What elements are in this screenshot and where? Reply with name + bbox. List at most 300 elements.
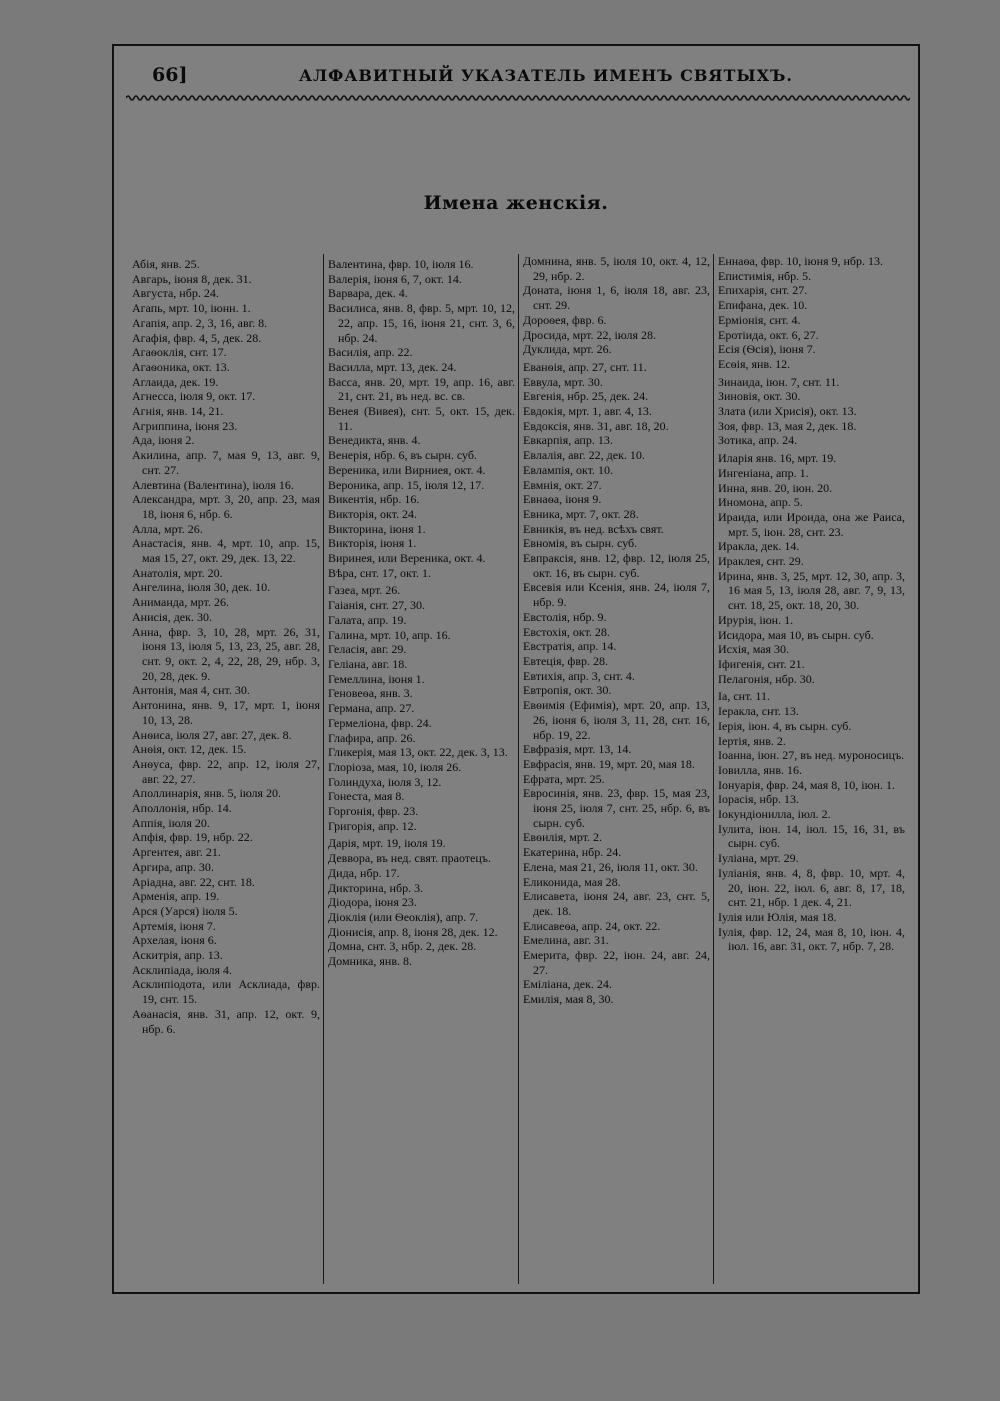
feast-dates: фвр. 22, іюн. 24, авг. 24, 27. [533,948,710,977]
feast-dates: нбр. 14. [189,801,232,816]
saint-name: Венея [328,404,359,419]
index-entry [132,433,320,448]
index-entry [523,522,710,537]
saint-name: Агаѳоника, [132,359,190,374]
saint-name: Агапь, [132,301,166,316]
index-entry [718,748,905,763]
feast-dates: снт. 17. [186,345,227,360]
index-column-4 [713,254,908,1284]
index-entry [132,272,320,287]
feast-dates: іюня 1, 6, іюля 18, авг. 23, снт. 29. [533,283,710,313]
saint-name: Глоріоза, [328,759,375,774]
index-entry [328,522,515,537]
saint-name: Евнаѳа, [523,492,563,507]
feast-dates: янв. 4, 8, фвр. 10, мрт. 4, 20, іюн. 22, іюл. 6, авг. 8, 17, 18, снт. 21, нбр. 1 дек. 4, 21. [728,865,905,910]
feast-dates: снт. 4. [766,312,801,327]
feast-dates: фвр. 4, 5, дек. 28. [170,330,262,345]
saint-name: Зинаида, [718,374,764,389]
feast-dates: апр. 24, окт. 22. [578,918,661,933]
saint-name: Епифана, [718,298,767,313]
feast-dates: нбр. 13. [756,792,800,807]
feast-dates: дек. 24. [570,977,612,992]
index-entry [328,819,515,834]
saint-name: Григорія, [328,818,376,833]
index-entry [328,866,515,881]
feast-dates: мрт. 13, дек. 24. [373,359,457,374]
index-entry [328,745,515,760]
index-entry [132,478,320,493]
saint-name: Евтеція, [523,653,565,668]
saint-name: Алевтина [132,477,181,492]
saint-name: Ираклея, [718,554,764,569]
feast-dates: янв. 3. [377,686,413,701]
feast-dates: янв. 16. [760,762,802,777]
index-entry [328,478,515,493]
index-entry [132,492,320,521]
feast-dates: іюня 6. [177,933,217,948]
saint-name: Галина, [328,627,368,642]
index-entry [328,939,515,954]
index-entry [132,977,320,1006]
index-entry [523,992,710,1007]
index-entry [523,313,710,328]
feast-dates: (Вивея), снт. 5, окт. 15, дек. 11. [338,404,515,433]
feast-dates: фвр. 28. [564,653,608,668]
saint-name: Злата [718,404,746,419]
feast-dates: мрт. 13, 14. [571,742,632,757]
feast-dates: фвр. 23. [374,804,419,819]
feast-dates: окт. 10. [573,462,614,477]
feast-dates: нбр. 6, въ сырн. суб. [370,448,477,463]
feast-dates: дек. 30. [170,609,212,624]
index-entry [523,875,710,890]
index-entry [718,466,905,481]
index-entry [523,375,710,390]
saint-name: Ерміонія, [718,312,767,327]
saint-name: Еликонида, [523,874,582,889]
feast-dates: окт. 30. [571,683,612,698]
feast-dates: мая 8. [370,789,405,804]
index-entry [718,866,905,910]
index-column-2 [323,254,518,1284]
saint-name: Агнія, [132,404,164,419]
saint-name: Антонина, [132,698,186,713]
feast-dates: мрт. 30. [561,374,603,389]
index-entry [328,507,515,522]
feast-dates: мрт. 20. [180,565,223,580]
saint-name: Инна, [718,480,748,495]
saint-name: Авгарь, [132,271,172,286]
saint-name: Вероника, [328,477,381,492]
feast-dates: іюня 8, дек. 31. [171,271,252,286]
saint-name: Евдоксія, [523,418,571,433]
index-entry [718,704,905,719]
saint-name: Агапія, [132,315,170,330]
saint-name: Валерія, [328,271,371,286]
index-entry [328,583,515,598]
index-entry [328,836,515,851]
feast-dates: въ нед. свят. праотецъ. [373,851,491,866]
index-entry [523,919,710,934]
saint-name: Евтропія, [523,683,572,698]
saint-name: Зиновія, [718,389,761,404]
saint-name: Варвара, [328,286,373,301]
feast-dates: іюня 23. [192,418,238,433]
saint-name: Васса, [328,374,361,389]
saint-name: Аѳанасія, [132,1006,181,1021]
feast-dates: янв. 20, мрт. 19, апр. 16, авг. 21, снт. 21, въ нед. вс. св. [338,374,515,404]
feast-dates: янв. 14, 21. [163,404,224,419]
feast-dates: нбр. 16. [376,492,420,507]
feast-dates: апр. 7, мая 9, 13, авг. 9, снт. 27. [142,448,320,477]
feast-dates: дек. 19. [177,374,219,389]
index-entry [132,286,320,301]
saint-name: Ангелина, [132,580,185,595]
feast-dates: нбр. 17. [357,865,400,880]
feast-dates: янв. 19, мрт. 20, мая 18. [572,756,695,771]
saint-name: Іфигенія, [718,656,765,671]
index-entry [718,269,905,284]
feast-dates: іюля 20. [165,815,210,830]
index-entry [328,881,515,896]
index-entry [328,672,515,687]
index-entry [328,686,515,701]
saint-name: Аріадна, [132,874,177,889]
index-entry [328,536,515,551]
saint-name: Викторія, [328,536,378,551]
saint-name: Викторина, [328,521,387,536]
saint-name: Иракла, [718,539,759,554]
index-entry [718,910,905,925]
index-entry [132,816,320,831]
index-entry [328,272,515,287]
index-entry [328,492,515,507]
feast-dates: дек. 10. [766,298,808,313]
index-entry [132,331,320,346]
index-entry [328,257,515,272]
index-entry [132,301,320,316]
feast-dates: снт. 21. [764,656,805,671]
index-entry [328,642,515,657]
feast-dates: янв. 9, 17, мрт. 1, іюня 10, 13, 28. [142,698,320,727]
feast-dates: нбр. 5. [774,268,812,283]
feast-dates: окт. 30. [760,389,801,404]
saint-name: Елисавета, [523,889,579,904]
feast-dates: дек. 14. [758,539,800,554]
feast-dates: мрт. 19, іюля 19. [359,836,446,851]
feast-dates: іюн. 7, снт. 11. [763,374,840,389]
feast-dates: іюня 6, 7, окт. 14. [370,271,462,286]
saint-name: Анисія, [132,609,171,624]
index-entry [328,657,515,672]
index-entry [523,757,710,772]
saint-name: Іерія, [718,718,746,733]
saint-name: Пелагонія, [718,671,773,686]
feast-dates: (или Хрисія), окт. 13. [745,404,857,419]
index-entry [523,551,710,580]
feast-dates: янв. 8, фвр. 5, мрт. 10, 12, 22, апр. 15, 16, іюня 21, снт. 3, 6, нбр. 24. [338,301,515,345]
saint-name: Елисавеѳа, [523,918,579,933]
page-header [114,64,918,94]
saint-name: Евкарпія, [523,433,572,448]
index-entry [132,698,320,727]
feast-dates: апр. 19. [177,889,220,904]
index-entry [523,328,710,343]
feast-dates: янв. 25. [158,257,200,271]
saint-name: Аполлинарія, [132,786,201,801]
index-entry [328,628,515,643]
feast-dates: янв. 20, іюн. 20. [747,480,833,495]
index-entry [718,481,905,496]
index-entry [523,845,710,860]
index-entry [718,689,905,704]
feast-dates: или Асклиада, фвр. 19, снт. 15. [142,977,320,1007]
feast-dates: апр. 13. [181,948,223,963]
saint-name: Геласія, [328,642,368,657]
feast-dates: мрт. 25. [562,771,605,786]
index-entry [328,789,515,804]
feast-dates: апр. 27. [372,701,415,716]
saint-name: Викторія, [328,506,378,521]
index-entry [132,522,320,537]
index-entry [328,804,515,819]
saint-name: Иларія [718,451,753,466]
index-entry [328,404,515,433]
saint-name: Еротіида, [718,327,767,342]
index-entry [132,742,320,757]
index-entry [718,672,905,687]
index-entry [523,448,710,463]
index-entry [132,419,320,434]
saint-name: Емелина, [523,933,571,948]
index-entry [718,510,905,539]
saint-name: Дороѳея, [523,312,570,327]
feast-dates: апр. 1. [773,465,809,480]
saint-name: Евлалія, [523,448,566,463]
feast-dates: іюня 7. [176,918,216,933]
saint-name: Емерита, [523,948,570,963]
feast-dates: мрт. 10, іюнн. 1. [165,301,251,316]
feast-dates: авг. 21. [182,845,221,860]
feast-dates: апр. 27, снт. 11. [565,359,647,374]
index-entry [132,830,320,845]
feast-dates: снт. 17, окт. 1. [356,565,431,580]
feast-dates: авг. 31. [570,933,609,948]
feast-dates: мая 8, 30. [562,992,614,1007]
index-entry [328,551,515,566]
saint-name: Евникія, [523,521,567,536]
feast-dates: апр. 22. [370,345,413,360]
feast-dates: (Ѳсія), іюня 7. [739,342,816,357]
saint-name: Евгенія, [523,389,565,404]
saint-name: Ирурія, [718,612,757,627]
saint-name: Артемія, [132,918,177,933]
index-entry [523,342,710,357]
saint-name: Агаѳоклія, [132,345,187,360]
feast-dates: мая 10, въ сырн. суб. [764,627,874,642]
index-entry [132,801,320,816]
feast-dates: окт. 24. [377,506,418,521]
saint-name: Евника, [523,506,563,521]
feast-dates: нбр. 24. [578,845,622,860]
index-entry [523,654,710,669]
saint-name: Гаіанія, [328,598,367,613]
saint-name: Іонуарія, [718,777,764,792]
saint-name: Арся [132,903,158,918]
feast-dates: янв. 31, авг. 18, 20. [570,418,669,433]
index-entry [523,933,710,948]
index-entry [718,389,905,404]
saint-name: Галата, [328,612,365,627]
feast-dates: апр. 12. [375,818,417,833]
saint-name: Діонисія, [328,924,376,939]
feast-dates: янв. 5, іюля 20. [200,786,282,801]
saint-name: Анатолія, [132,565,181,580]
saint-name: Іовилла, [718,762,761,777]
feast-dates: апр. 3, снт. 4. [565,668,635,683]
feast-dates: апр. 30. [172,859,214,874]
running-title: АЛФАВИТНЫЙ УКАЗАТЕЛЬ ИМЕНЪ СВЯТЫХЪ. [299,66,793,85]
index-entry [523,254,710,283]
feast-dates: фвр. 3, 10, 28, мрт. 26, 31, іюня 13, іюля 5, 13, 23, 25, авг. 28, снт. 9, окт. 2, 4, 22, 28, 29, нбр. 3, 20, 28, дек. 9. [142,624,320,683]
feast-dates: іюня 23. [371,895,417,910]
index-column-1 [128,254,323,1284]
feast-dates: мрт. 10, апр. 16. [367,627,451,642]
feast-dates: нбр. 30. [772,671,815,686]
saint-name: Евлампія, [523,462,574,477]
saint-name: Викентія, [328,492,377,507]
index-entry [718,375,905,390]
index-entry [328,895,515,910]
index-entry [718,328,905,343]
index-entry [523,463,710,478]
feast-dates: мрт. 3, 20, апр. 23, мая 18, іюня 6, нбр. 6. [142,492,320,521]
index-entry [523,669,710,684]
index-entry [328,598,515,613]
saint-name: Аргентея, [132,845,183,860]
feast-dates: или Вирниея, окт. 4. [379,462,486,477]
saint-name: Еміліана, [523,977,571,992]
saint-name: Гемеллина, [328,671,386,686]
saint-name: Ингеніана, [718,465,774,480]
feast-dates: апр. 2, 3, 16, авг. 8. [169,315,268,330]
saint-name: Аргира, [132,859,173,874]
saint-name: Исхія, [718,642,750,657]
saint-name: Іа, [718,689,731,704]
feast-dates: снт. 13. [758,704,799,719]
feast-dates: фвр. 12, 24, мая 8, 10, іюн. 4, іюл. 16, авг. 31, окт. 7, нбр. 7, 28. [728,924,905,954]
saint-name: Голиндуха, [328,774,385,789]
saint-name: Домнина, [523,254,573,268]
index-entry [718,298,905,313]
index-entry [523,404,710,419]
feast-dates: мрт. 26. [187,595,229,610]
index-entry [718,807,905,822]
feast-dates: мрт. 1, авг. 4, 13. [565,404,652,419]
saint-name: Вѣра, [328,565,357,580]
feast-dates: фвр. 24, мая 8, 10, іюн. 1. [763,777,895,792]
index-entry [132,580,320,595]
section-title: Имена женскія. [423,192,609,214]
feast-dates: авг. 22, снт. 18. [176,874,255,889]
saint-name: Евномія, [523,536,568,551]
saint-name: Евстолія, [523,609,571,624]
feast-dates: нбр. 24. [176,286,219,301]
saint-name: Доната, [523,283,563,298]
index-entry [132,625,320,684]
feast-dates: апр. 15, іюля 12, 17. [380,477,485,492]
index-entry [523,786,710,830]
index-entry [718,734,905,749]
index-entry [132,257,320,272]
feast-dates: апр. 14. [574,639,617,654]
saint-name: Акилина, [132,448,181,463]
feast-dates: мая 28. [581,874,621,889]
saint-name: Ираида, [718,509,759,524]
saint-name: Гермеліона, [328,715,389,730]
index-entry [718,283,905,298]
feast-dates: или Юлія, мая 18. [742,909,837,924]
feast-dates: фвр. 6. [569,312,607,327]
saint-name: Дросида, [523,327,570,342]
saint-name: Абія, [132,257,159,271]
feast-dates: окт. 13. [189,359,230,374]
saint-name: Іоанна, [718,748,755,763]
index-entry [523,948,710,977]
feast-dates: снт. 29. [763,554,804,569]
feast-dates: снт. 11. [730,689,770,704]
feast-dates: апр. 8, іюня 28, дек. 12. [375,924,498,939]
feast-dates: (или Ѳеоклія), апр. 7. [366,909,479,924]
index-entry [132,404,320,419]
index-entry [523,478,710,493]
feast-dates: нбр. 3. [386,880,424,895]
saint-name: Венедикта, [328,433,385,448]
feast-dates: снт. 27, 30. [366,598,425,613]
saint-name: Дикторина, [328,880,387,895]
saint-name: Анна, [132,624,162,639]
feast-dates: мрт. 2. [566,830,603,845]
index-entry [718,254,905,269]
index-entry [718,925,905,954]
index-entry [718,778,905,793]
index-columns [128,254,908,1284]
index-entry [328,701,515,716]
index-entry [132,875,320,890]
index-entry [328,345,515,360]
index-entry [328,954,515,969]
saint-name: Іуліана, [718,851,757,866]
index-entry [328,360,515,375]
index-entry [523,698,710,742]
feast-dates: апр. 13. [571,433,613,448]
saint-name: Александра, [132,492,196,507]
feast-dates: нбр. 9. [570,609,607,624]
index-entry [328,448,515,463]
feast-dates: мрт. 26. [160,521,203,536]
index-entry [328,851,515,866]
index-entry [718,554,905,569]
feast-dates: іюня 2. [155,433,195,448]
index-entry [718,404,905,419]
index-entry [523,360,710,375]
index-entry [523,536,710,551]
index-entry [523,610,710,625]
saint-name: Іулія, [718,924,746,939]
index-entry [718,719,905,734]
feast-dates: іюн. 27, въ нед. муроносицъ. [754,748,905,763]
feast-dates: мрт. 26. [358,583,401,598]
